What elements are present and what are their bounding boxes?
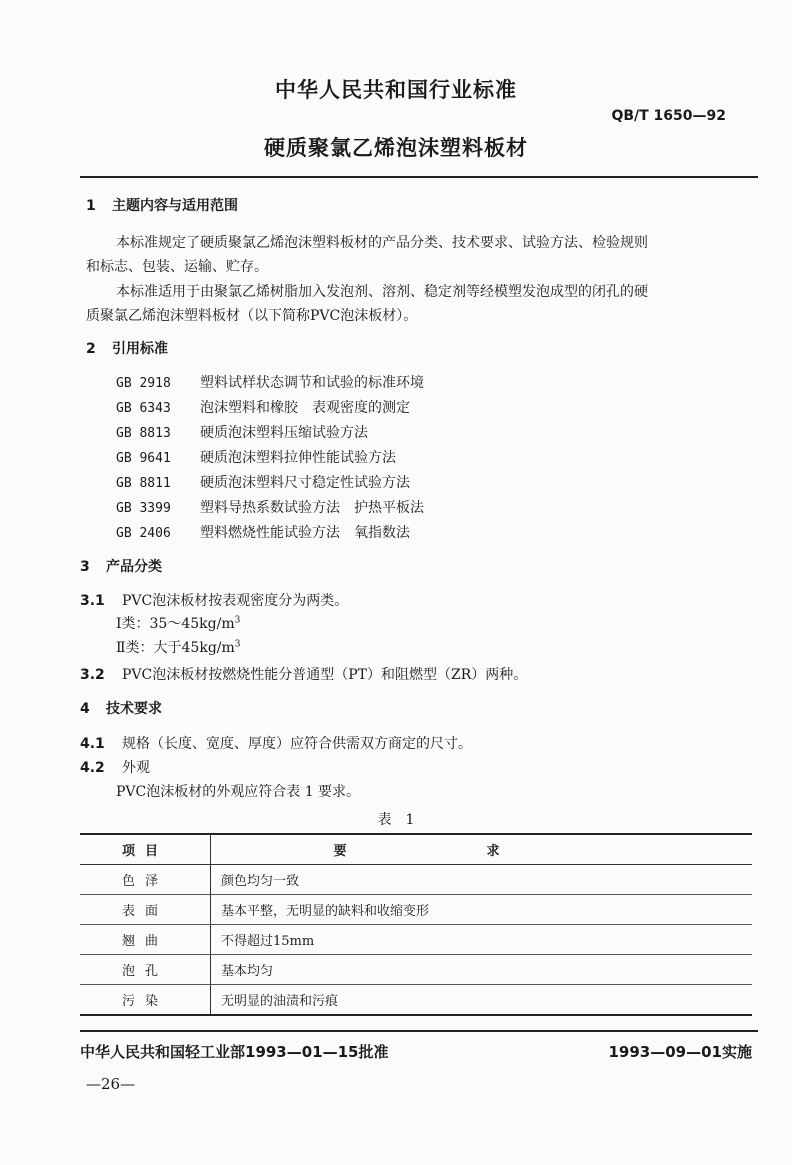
section-title: 引用标准 <box>112 341 168 357</box>
table-header-row <box>80 834 752 865</box>
clause-3-1 <box>80 590 348 610</box>
paragraph-line: 质聚氯乙烯泡沫塑料板材（以下简称PVC泡沫板材）。 <box>86 308 418 324</box>
reference-code: GB 8813 <box>116 426 171 441</box>
bottom-rule <box>80 1030 758 1032</box>
paragraph-line: 本标准规定了硬质聚氯乙烯泡沫塑料板材的产品分类、技术要求、试验方法、检验规则 <box>116 235 648 251</box>
reference-item <box>116 397 410 417</box>
paragraph-line: 本标准适用于由聚氯乙烯树脂加入发泡剂、溶剂、稳定剂等经模塑发泡成型的闭孔的硬 <box>116 284 648 300</box>
reference-item <box>116 522 410 542</box>
reference-item <box>116 472 410 492</box>
table-row <box>80 985 752 1016</box>
reference-title: 塑料试样状态调节和试验的标准环境 <box>200 375 424 391</box>
reference-title: 硬质泡沫塑料尺寸稳定性试验方法 <box>200 475 410 491</box>
paragraph-line: 和标志、包装、运输、贮存。 <box>86 259 268 275</box>
clause-text: PVC泡沫板材按燃烧性能分普通型（PT）和阻燃型（ZR）两种。 <box>122 667 528 683</box>
class-1-text: Ⅰ类：35～45kg/m <box>116 616 235 632</box>
clause-3-2 <box>80 664 527 684</box>
clause-text: 规格（长度、宽度、厚度）应符合供需双方商定的尺寸。 <box>122 736 472 752</box>
unit-superscript: 3 <box>234 615 241 626</box>
reference-code: GB 2918 <box>116 376 171 391</box>
class-1-line <box>116 613 240 633</box>
reference-code: GB 2406 <box>116 526 171 541</box>
section-1-heading <box>86 195 238 215</box>
section-title: 产品分类 <box>106 559 162 575</box>
class-2-line <box>116 637 241 657</box>
item-cell: 表面 <box>80 895 211 925</box>
table-row <box>80 865 752 895</box>
section-2-heading <box>86 338 168 358</box>
header-requirement: 要求 <box>211 834 753 865</box>
requirement-cell: 无明显的油渍和污痕 <box>211 985 753 1016</box>
item-cell: 翘曲 <box>80 925 211 955</box>
reference-title: 泡沫塑料和橡胶 表观密度的测定 <box>200 400 410 416</box>
section-title: 主题内容与适用范围 <box>112 198 238 214</box>
class-2-text: Ⅱ类：大于45kg/m <box>116 640 235 656</box>
clause-text: PVC泡沫板材的外观应符合表 1 要求。 <box>116 784 361 800</box>
clause-4-1 <box>80 733 472 753</box>
clause-title: 外观 <box>122 760 150 776</box>
reference-code: GB 8811 <box>116 476 171 491</box>
clause-text: PVC泡沫板材按表观密度分为两类。 <box>122 593 349 609</box>
approval-line: 中华人民共和国轻工业部1993—01—15批准 <box>80 1043 389 1061</box>
section-number: 4 <box>80 701 90 717</box>
reference-title: 硬质泡沫塑料拉伸性能试验方法 <box>200 450 396 466</box>
reference-item <box>116 422 368 442</box>
clause-4-2 <box>80 757 150 777</box>
reference-title: 硬质泡沫塑料压缩试验方法 <box>200 425 368 441</box>
unit-superscript: 3 <box>234 639 241 650</box>
header-item: 项目 <box>80 834 211 865</box>
appearance-table <box>80 833 752 1016</box>
section-number: 3 <box>80 559 90 575</box>
requirement-cell: 不得超过15mm <box>211 925 753 955</box>
requirement-cell: 基本平整，无明显的缺料和收缩变形 <box>211 895 753 925</box>
requirement-cell: 基本均匀 <box>211 955 753 985</box>
table-row <box>80 925 752 955</box>
reference-title: 塑料导热系数试验方法 护热平板法 <box>200 500 424 516</box>
table-row <box>80 955 752 985</box>
top-rule <box>80 176 758 178</box>
clause-number: 3.1 <box>80 593 105 609</box>
item-cell: 色泽 <box>80 865 211 895</box>
clause-number: 3.2 <box>80 667 105 683</box>
item-cell: 泡孔 <box>80 955 211 985</box>
section-number: 2 <box>86 341 96 357</box>
reference-item <box>116 372 424 392</box>
requirement-cell: 颜色均匀一致 <box>211 865 753 895</box>
document-title: 硬质聚氯乙烯泡沫塑料板材 <box>264 136 528 160</box>
page-number: —26— <box>86 1075 136 1093</box>
reference-code: GB 3399 <box>116 501 171 516</box>
reference-code: GB 9641 <box>116 451 171 466</box>
section-3-heading <box>80 556 162 576</box>
section-4-heading <box>80 698 162 718</box>
reference-title: 塑料燃烧性能试验方法 氧指数法 <box>200 525 410 541</box>
standard-code: QB/T 1650—92 <box>611 108 726 124</box>
section-number: 1 <box>86 198 96 214</box>
reference-item <box>116 447 396 467</box>
reference-item <box>116 497 424 517</box>
reference-code: GB 6343 <box>116 401 171 416</box>
table-caption: 表 1 <box>377 812 415 828</box>
standard-category: 中华人民共和国行业标准 <box>275 78 517 102</box>
section-title: 技术要求 <box>106 701 162 717</box>
effective-date: 1993—09—01实施 <box>608 1043 752 1061</box>
clause-number: 4.1 <box>80 736 105 752</box>
clause-number: 4.2 <box>80 760 105 776</box>
item-cell: 污染 <box>80 985 211 1016</box>
table-row <box>80 895 752 925</box>
